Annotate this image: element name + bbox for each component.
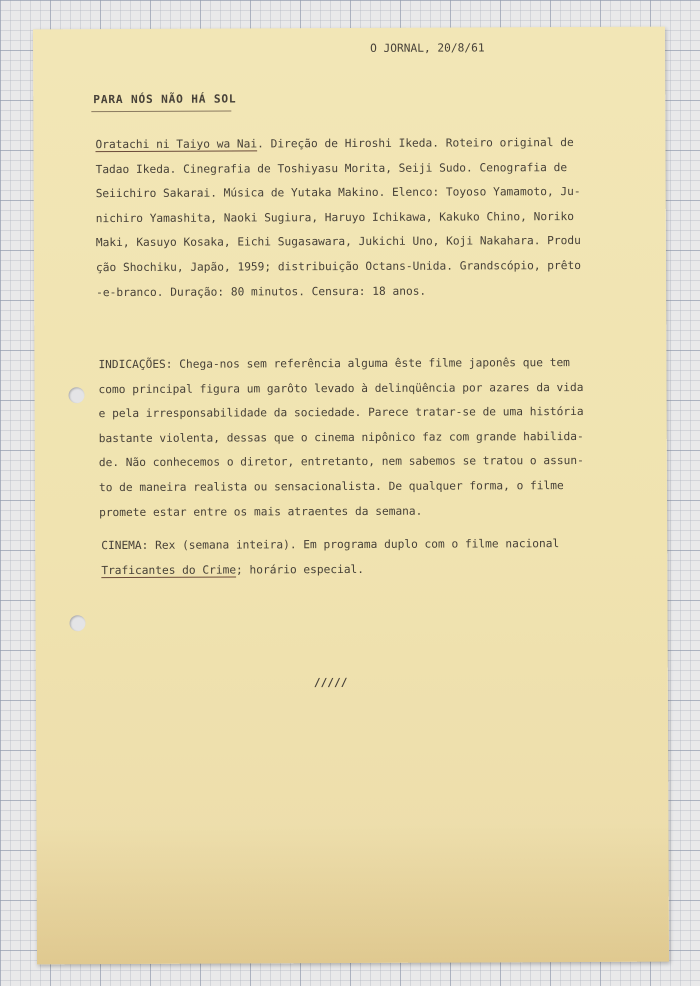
indications-line: e pela irresponsabilidade da sociedade. Parece tratar-se de uma história: [98, 405, 584, 421]
title-underline: [91, 111, 231, 113]
credits-line: Seiichiro Sakarai. Música de Yutaka Makino. Elenco: Toyoso Yamamoto, Ju-: [95, 185, 581, 201]
cinema-label: CINEMA:: [101, 538, 149, 553]
credits-paragraph: Oratachi ni Taiyo wa Nai. Direção de Hiroshi Ikeda. Roteiro original de Tadao Ikeda. Cinegrafia de Toshiyasu Morita, Seiji Sudo. Cenografia de Seiichiro Sakarai. Música de Yutaka Makino. Elenco: Toyoso Yamamoto, Ju- nichiro Yamashita, Naoki Sugiura, Haruyo Ichikawa, Kakuko Chino, Noriko Maki, Kasuyo Kosaka, Eichi Sugasawara, Jukichi Uno, Koji Nakahara. Produ ção Shochiku, Japão, 1959; distribuição Octans-Unida. Grandscópio, prêto -e-branco. Duração: 80 minutos. Censura: 18 anos.: [95, 131, 581, 305]
punch-hole-bottom: [70, 615, 86, 631]
original-title: Oratachi ni Taiyo wa Nai: [95, 137, 258, 152]
punch-hole-top: [69, 387, 85, 403]
indications-line: de. Não conhecemos o diretor, entretanto, nem sabemos se tratou o assun-: [98, 454, 584, 470]
indications-paragraph: INDICAÇÕES: Chega-nos sem referência alguma êste filme japonês que tem como principal figura um garôto levado à delinqüência por azares da vida e pela irresponsabilidade da sociedade. Parece tratar-se de uma história bastante violenta, dessas que o cinema nipônico faz com grande habilida- de. Não conhecemos o diretor, entretanto, nem sabemos se tratou o assun- to de maneira realista ou sensacionalista. De qualquer forma, o filme promete estar entre os mais atraentes da semana.: [98, 351, 584, 525]
end-mark: /////: [313, 676, 348, 690]
source-date: O JORNAL, 20/8/61: [370, 41, 485, 55]
article-title: PARA NÓS NÃO HÁ SOL: [93, 92, 237, 107]
paper-sheet: [33, 27, 669, 965]
credits-line: ção Shochiku, Japão, 1959; distribuição Octans-Unida. Grandscópio, prêto: [95, 258, 581, 275]
credits-line: Tadao Ikeda. Cinegrafia de Toshiyasu Morita, Seiji Sudo. Cenografia de: [95, 160, 568, 176]
double-feature-title: Traficantes do Crime: [101, 563, 237, 577]
indications-line: bastante violenta, dessas que o cinema nipônico faz com grande habilida-: [98, 429, 584, 445]
credits-line: -e-branco. Duração: 80 minutos. Censura: 18 anos.: [96, 284, 427, 299]
indications-line: to de maneira realista ou sensacionalista. De qualquer forma, o filme: [98, 479, 564, 495]
indications-line: como principal figura um garôto levado à delinqüência por azares da vida: [98, 380, 584, 396]
indications-line: promete estar entre os mais atraentes da semana.: [99, 504, 423, 519]
credits-line: Maki, Kasuyo Kosaka, Eichi Sugasawara, Jukichi Uno, Koji Nakahara. Produ: [95, 234, 581, 250]
credits-line: nichiro Yamashita, Naoki Sugiura, Haruyo Ichikawa, Kakuko Chino, Noriko: [95, 209, 575, 225]
cinema-paragraph: CINEMA: Rex (semana inteira). Em programa duplo com o filme nacional Traficantes do Crime; horário especial.: [101, 537, 560, 577]
indications-label: INDICAÇÕES:: [98, 357, 173, 372]
